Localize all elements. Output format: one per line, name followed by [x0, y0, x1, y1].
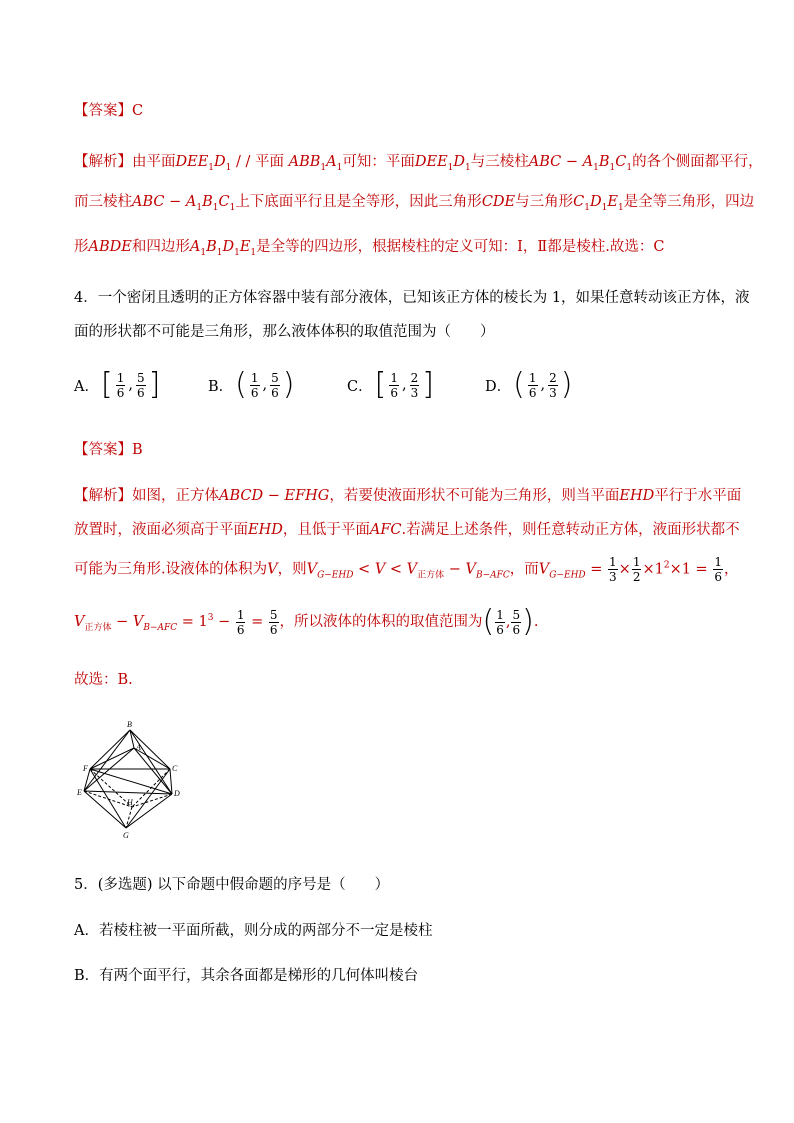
- answer-value: B: [132, 442, 143, 458]
- octahedron-figure: [74, 716, 184, 841]
- fraction: $\frac{2}{3}$: [410, 370, 419, 400]
- analysis-line-1: 【解析】由平面$DEE_1D_1$ / / 平面 $ABB_1A_1$可知：平面$DEE_1D_1$与三棱柱ABC − $A_1B_1C_1$的各个侧面都平行，: [74, 154, 763, 173]
- fraction: $\frac{5}{6}$: [136, 370, 145, 400]
- q4-stem-line-2: 面的形状都不可能是三角形，那么液体体积的取值范围为（ ）: [74, 324, 495, 340]
- answer-line: [74, 101, 143, 121]
- vertex-label: F: [83, 764, 88, 773]
- vertex-label: B: [127, 720, 132, 729]
- fraction: $\frac{1}{6}$: [250, 370, 259, 400]
- answer-tag: 【答案】: [74, 442, 132, 458]
- vertex-label: H: [127, 798, 133, 807]
- fraction: $\frac{1}{6}$: [528, 370, 537, 400]
- q4-stem-line-1: 4．一个密闭且透明的正方体容器中装有部分液体，已知该正方体的棱长为 1，如果任意转动该正方体，液: [74, 290, 750, 306]
- analysis-tag: 【解析】: [74, 154, 132, 170]
- answer-value: C: [132, 103, 144, 119]
- analysis-line-2: 而三棱柱ABC − $A_1B_1C_1$上下底面平行且是全等形，因此三角形CDE与三角形$C_1D_1E_1$是全等三角形，四边: [74, 194, 755, 213]
- q4-answer-line: [74, 440, 143, 460]
- fraction: $\frac{1}{6}$: [116, 370, 125, 400]
- option-d[interactable]: D． ( $\frac{1}{6}$ , $\frac{2}{3}$ ): [485, 367, 573, 402]
- fraction: $\frac{5}{6}$: [271, 370, 279, 400]
- q4-analysis-line-4: $V_{正方体} - V_{B-AFC} = 1^3$ − $\frac{1}{6}$ = $\frac{5}{6}$ ，所以液体的体积的取值范围为( $\frac{1}{6}$ , $\frac{5}{6}$ ).: [74, 604, 539, 639]
- vertex-label: E: [77, 788, 82, 797]
- q4-analysis-line-3: 可能为三角形.设液体的体积为V，则$V_{G-EHD} < V < V_{正方体} - V_{B-AFC}$，而$V_{G-EHD}$ = $\frac{1}{3}$ × $\frac{1}{2}$ $\times 1^2\times 1$ = $\frac{1}{6}$ ，: [74, 555, 739, 584]
- vertex-label: D: [174, 789, 180, 798]
- analysis-line-3: 形ABDE和四边形$A_1B_1D_1E_1$是全等的四边形，根据棱柱的定义可知：Ⅰ，Ⅱ都是棱柱.故选：C: [74, 239, 665, 258]
- q4-choose-line: 故选：B.: [74, 672, 133, 688]
- fraction: $\frac{2}{3}$: [549, 370, 557, 400]
- vertex-label: A: [136, 743, 141, 752]
- vertex-label: G: [123, 831, 129, 840]
- analysis-tag: 【解析】: [74, 488, 132, 504]
- q5-option-a[interactable]: A．若棱柱被一平面所截，则分成的两部分不一定是棱柱: [74, 923, 433, 939]
- option-a[interactable]: A． [ $\frac{1}{6}$ , $\frac{5}{6}$ ]: [74, 367, 161, 402]
- fraction: $\frac{1}{6}$: [390, 370, 398, 400]
- answer-tag: 【答案】: [74, 103, 132, 119]
- option-b[interactable]: B． ( $\frac{1}{6}$ , $\frac{5}{6}$ ): [208, 367, 295, 402]
- q4-analysis-line-1: 【解析】如图，正方体ABCD − EFHG，若要使液面形状不可能为三角形，则当平面EHD平行于水平面: [74, 488, 742, 504]
- q5-option-b[interactable]: B．有两个面平行，其余各面都是梯形的几何体叫棱台: [74, 968, 419, 984]
- q4-analysis-line-2: 放置时，液面必须高于平面EHD，且低于平面AFC.若满足上述条件，则任意转动正方体，液面形状都不: [74, 522, 740, 538]
- q5-stem: 5．(多选题) 以下命题中假命题的序号是（ ）: [74, 877, 390, 893]
- vertex-label: C: [172, 764, 178, 773]
- option-c[interactable]: C． [ $\frac{1}{6}$ , $\frac{2}{3}$ ]: [347, 367, 434, 402]
